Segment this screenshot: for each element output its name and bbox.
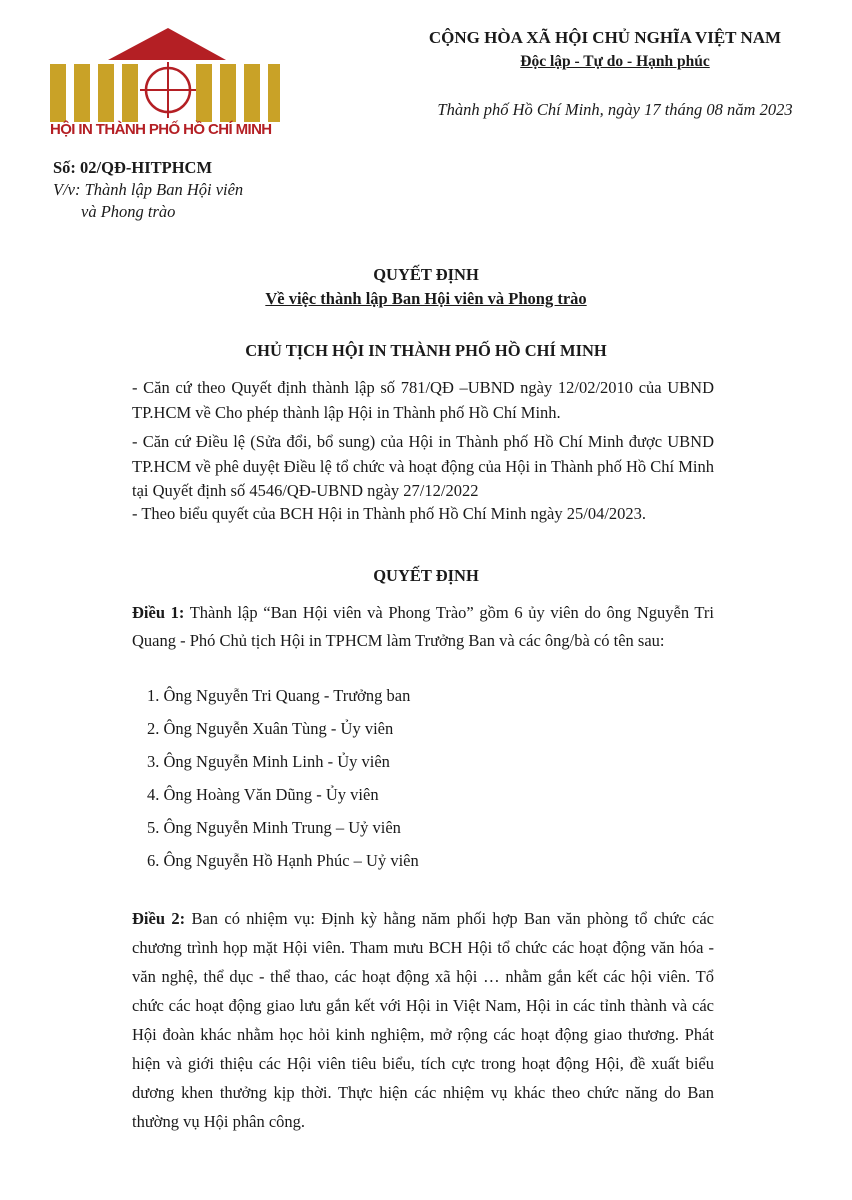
subject-line-continued: và Phong trào — [81, 202, 176, 221]
logo-pillar — [74, 64, 90, 122]
article-1 — [132, 599, 714, 655]
logo-pillar — [220, 64, 236, 122]
logo-pillar — [244, 64, 260, 122]
national-title: CỘNG HÒA XÃ HỘI CHỦ NGHĨA VIỆT NAM — [428, 28, 782, 47]
place-date-line: Thành phố Hồ Chí Minh, ngày 17 tháng 08 năm 2023 — [437, 100, 793, 119]
list-item: 4. Ông Hoàng Văn Dũng - Ủy viên — [147, 785, 379, 804]
logo-pillar — [196, 64, 212, 122]
national-motto: Độc lập - Tự do - Hạnh phúc — [520, 53, 710, 70]
document-subtitle: Về việc thành lập Ban Hội viên và Phong trào — [265, 289, 587, 308]
list-item: 6. Ông Nguyễn Hồ Hạnh Phúc – Uỷ viên — [147, 851, 419, 870]
article-label: Điều 1: — [132, 603, 185, 622]
document-title: QUYẾT ĐỊNH — [373, 265, 479, 284]
member-list — [147, 684, 419, 882]
list-item: 1. Ông Nguyễn Tri Quang - Trưởng ban — [147, 686, 411, 705]
logo-pillar — [98, 64, 114, 122]
issuing-authority: CHỦ TỊCH HỘI IN THÀNH PHỐ HỒ CHÍ MINH — [245, 341, 607, 360]
article-2 — [132, 904, 714, 1136]
document-number: Số: 02/QĐ-HITPHCM — [53, 158, 213, 177]
registration-mark-icon — [140, 62, 196, 118]
article-text: Thành lập “Ban Hội viên và Phong Trào” gồm 6 ủy viên do ông Nguyễn Tri Quang - Phó Chủ tịch Hội in TPHCM làm Trưởng Ban và các ông/bà có tên sau: — [132, 603, 714, 650]
logo-pillar — [50, 64, 66, 122]
logo-pillar — [122, 64, 138, 122]
legal-basis-item: - Căn cứ theo Quyết định thành lập số 781/QĐ –UBND ngày 12/02/2010 của UBND TP.HCM về Cho phép thành lập Hội in Thành phố Hồ Chí Minh. — [132, 378, 714, 422]
legal-basis-item: - Theo biểu quyết của BCH Hội in Thành phố Hồ Chí Minh ngày 25/04/2023. — [132, 504, 647, 523]
list-item: 5. Ông Nguyễn Minh Trung – Uỷ viên — [147, 818, 401, 837]
logo-pillar — [268, 64, 280, 122]
list-item: 2. Ông Nguyễn Xuân Tùng - Ủy viên — [147, 719, 394, 738]
article-label: Điều 2: — [132, 909, 186, 928]
logo-roof — [108, 28, 226, 60]
subject-line: V/v: Thành lập Ban Hội viên — [53, 180, 244, 199]
decision-heading: QUYẾT ĐỊNH — [373, 566, 479, 585]
list-item: 3. Ông Nguyễn Minh Linh - Ủy viên — [147, 752, 390, 771]
article-text: Ban có nhiệm vụ: Định kỳ hằng năm phối hợp Ban văn phòng tổ chức các chương trình họp mặt Hội viên. Tham mưu BCH Hội tổ chức các hoạt động văn hóa - văn nghệ, thể dục - thể thao, các hoạt động xã hội … nhằm gắn kết các hội viên. Tổ chức các hoạt động giao lưu gắn kết với Hội in Việt Nam, Hội in các tỉnh thành và các Hội đoàn khác nhằm học hỏi kinh nghiệm, mở rộng các hoạt động giao thương. Phát hiện và giới thiệu các Hội viên tiêu biểu, tích cực trong hoạt động Hội, đề xuất biểu dương khen thưởng kịp thời. Thực hiện các nhiệm vụ khác theo chức năng do Ban thường vụ Hội phân công. — [132, 909, 714, 1131]
logo-wordmark: HỘI IN THÀNH PHỐ HỒ CHÍ MINH — [50, 121, 272, 138]
legal-basis-item: - Căn cứ Điều lệ (Sửa đổi, bổ sung) của Hội in Thành phố Hồ Chí Minh được UBND TP.HCM về phê duyệt Điều lệ tổ chức và hoạt động của Hội in Thành phố Hồ Chí Minh tại Quyết định số 4546/QĐ-UBND ngày 27/12/2022 — [132, 432, 714, 500]
